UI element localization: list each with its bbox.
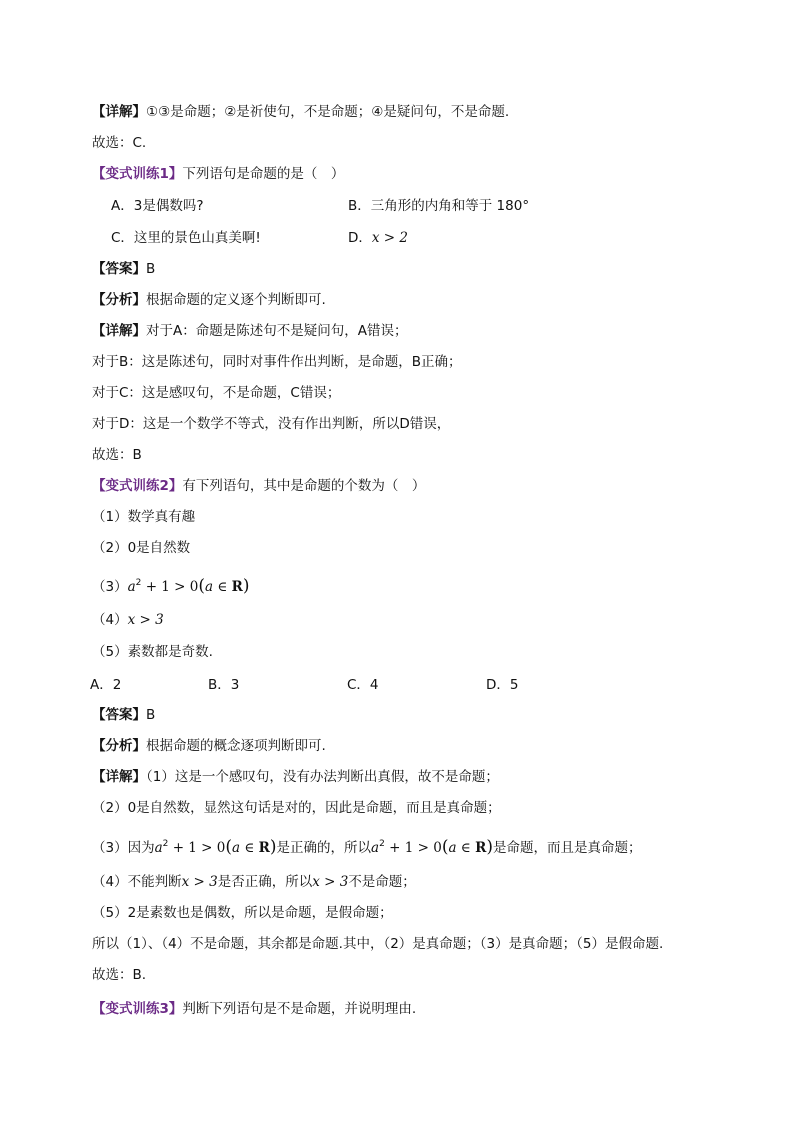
- analysis-1-text: 根据命题的定义逐个判断即可.: [146, 292, 326, 308]
- item-3-lparen: (: [198, 576, 206, 596]
- item-3-exp: 2: [135, 578, 142, 588]
- variant-1-question: 下列语句是命题的是（ ）: [182, 166, 345, 182]
- variant-3-question: 判断下列语句是不是命题，并说明理由.: [182, 1001, 417, 1017]
- analysis-2-text: 根据命题的概念逐项判断即可.: [146, 738, 326, 754]
- answer-1-line: [92, 260, 155, 278]
- variant-1-tag: 【变式训练1】: [92, 166, 183, 182]
- analysis-1-tag: 【分析】: [92, 292, 146, 308]
- selection-1: 故选：B: [92, 447, 142, 463]
- variant-1-option-b: B．三角形的内角和等于 180°: [348, 198, 530, 214]
- detail-1-tag: 【详解】: [92, 323, 146, 339]
- selection-line: [92, 134, 146, 152]
- detail-3-a: （3）因为: [92, 840, 155, 856]
- detail-3-R2: R: [475, 840, 487, 856]
- option-d-math: x > 2: [371, 230, 409, 246]
- item-3-expr: + 1 > 0: [145, 579, 199, 595]
- answer-1-tag: 【答案】: [92, 261, 146, 277]
- detail-3-var2: a: [371, 840, 380, 856]
- analysis-1-line: [92, 291, 326, 309]
- variant-2-option-c: C．4: [347, 677, 379, 693]
- variant-3-heading: [92, 1000, 416, 1018]
- variant-1-option-c: C．这里的景色山真美啊!: [111, 230, 261, 246]
- detail-3-lp1: (: [225, 837, 233, 857]
- item-3-in: ∈: [213, 579, 232, 595]
- detail-3-R1: R: [258, 840, 270, 856]
- detail-1-d: 对于D：这是一个数学不等式，没有作出判断，所以D错误，: [92, 416, 451, 432]
- variant-2-question: 有下列语句，其中是命题的个数为（ ）: [182, 478, 426, 494]
- analysis-2-tag: 【分析】: [92, 738, 146, 754]
- detail-2-summary: 所以（1）、（4）不是命题，其余都是命题.其中，（2）是真命题；（3）是真命题；（5）是假命题.: [92, 936, 664, 952]
- detail-3-var1b: a: [232, 840, 241, 856]
- item-3-R: R: [231, 579, 243, 595]
- detail-3-in2: ∈: [456, 840, 476, 856]
- item-3-var2: a: [205, 579, 214, 595]
- explanation-line: [92, 103, 509, 121]
- detail-3-exp2: 2: [379, 839, 385, 849]
- detail-3-expr2: + 1 > 0: [389, 840, 442, 856]
- variant-1-option-d: [348, 229, 408, 247]
- detail-3-b: 是正确的，所以: [276, 840, 372, 856]
- variant-2-item-3: [92, 574, 250, 596]
- item-4-prefix: （4）: [92, 612, 128, 628]
- item-4-math: x > 3: [127, 612, 164, 628]
- variant-2-item-4: [92, 611, 164, 629]
- detail-4-c: 不是命题；: [348, 874, 416, 890]
- detail-3-expr1: + 1 > 0: [172, 840, 226, 856]
- variant-2-item-2: （2）0是自然数: [92, 540, 191, 556]
- detail-2-item-3: [92, 835, 641, 857]
- option-d-prefix: D．: [348, 230, 372, 246]
- analysis-2-line: [92, 737, 326, 755]
- detail-3-var1: a: [154, 840, 163, 856]
- answer-2-tag: 【答案】: [92, 707, 146, 723]
- detail-1-line: [92, 322, 407, 340]
- variant-2-heading: [92, 477, 425, 495]
- item-3-var: a: [127, 579, 136, 595]
- variant-2-option-a: A．2: [90, 677, 122, 693]
- detail-3-lp2: (: [441, 837, 449, 857]
- variant-2-option-b: B．3: [208, 677, 240, 693]
- answer-2-text: B: [146, 707, 156, 723]
- detail-2-item-5: （5）2是素数也是偶数，所以是命题，是假命题；: [92, 905, 393, 921]
- detail-1-c: 对于C：这是感叹句，不是命题，C错误；: [92, 385, 341, 401]
- explanation-text: ①③是命题；②是祈使句，不是命题；④是疑问句，不是命题.: [146, 104, 510, 120]
- detail-2-item-4: [92, 873, 416, 891]
- variant-1-option-a: A．3是偶数吗?: [111, 198, 204, 214]
- detail-2-tag: 【详解】: [92, 769, 146, 785]
- detail-3-var2b: a: [448, 840, 457, 856]
- detail-1-text: 对于A：命题是陈述句不是疑问句，A错误；: [146, 323, 408, 339]
- variant-2-tag: 【变式训练2】: [92, 478, 183, 494]
- selection-text: 故选：C.: [92, 135, 147, 151]
- item-3-rparen: ): [242, 576, 250, 596]
- detail-3-rp1: ): [269, 837, 277, 857]
- answer-1-text: B: [146, 261, 156, 277]
- variant-3-tag: 【变式训练3】: [92, 1001, 183, 1017]
- detail-4-b: 是否正确，所以: [217, 874, 313, 890]
- item-3-prefix: （3）: [92, 579, 128, 595]
- detail-3-c: 是命题，而且是真命题；: [492, 840, 642, 856]
- detail-2-text: （1）这是一个感叹句，没有办法判断出真假，故不是命题；: [146, 769, 499, 785]
- detail-3-in1: ∈: [240, 840, 259, 856]
- selection-2: 故选：B.: [92, 967, 147, 983]
- answer-2-line: [92, 706, 155, 724]
- detail-2-line: [92, 768, 499, 786]
- detail-3-exp1: 2: [162, 839, 169, 849]
- variant-2-option-d: D．5: [486, 677, 519, 693]
- detail-2-item-2: （2）0是自然数，显然这句话是对的，因此是命题，而且是真命题；: [92, 800, 501, 816]
- variant-1-heading: [92, 165, 344, 183]
- detail-1-b: 对于B：这是陈述句，同时对事件作出判断，是命题，B正确；: [92, 354, 462, 370]
- detail-4-math1: x > 3: [181, 874, 218, 890]
- detail-3-rp2: ): [486, 837, 493, 857]
- variant-2-item-5: （5）素数都是奇数.: [92, 644, 213, 660]
- detail-4-a: （4）不能判断: [92, 874, 182, 890]
- detail-4-math2: x > 3: [312, 874, 349, 890]
- explanation-tag: 【详解】: [92, 104, 146, 120]
- variant-2-item-1: （1）数学真有趣: [92, 509, 196, 525]
